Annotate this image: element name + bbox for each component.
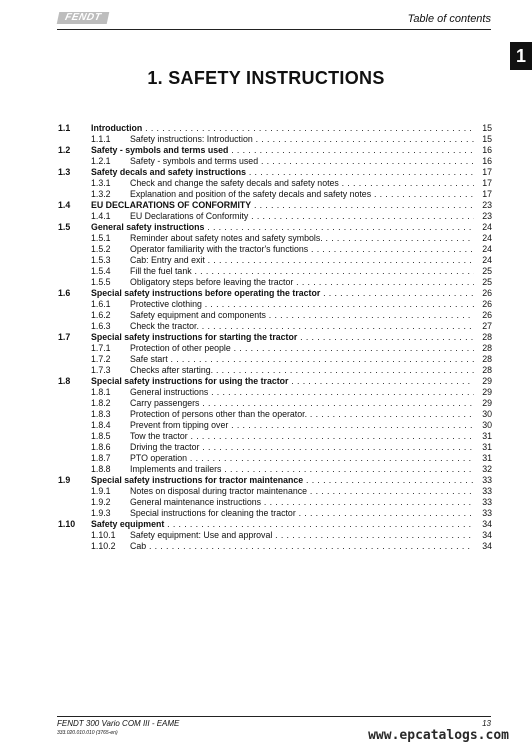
toc-page-number: 16 [482, 156, 492, 166]
toc-number: 1.2.1 [91, 156, 111, 166]
toc-number: 1.1.1 [91, 134, 111, 144]
toc-section-row[interactable] [58, 332, 492, 343]
toc-entry-title[interactable]: PTO operation . . . [130, 453, 474, 464]
toc-number: 1.5.3 [91, 255, 111, 265]
toc-page-number: 28 [482, 365, 492, 375]
toc-number: 1.8.3 [91, 409, 111, 419]
toc-subsection-row[interactable] [58, 508, 492, 519]
toc-page-number: 33 [482, 486, 492, 496]
toc-entry-title[interactable]: Implements and trailers . . . [130, 464, 474, 475]
toc-entry-title[interactable]: Special safety instructions for using the tractor . . . [91, 376, 474, 387]
toc-number: 1.8.5 [91, 431, 111, 441]
table-of-contents [58, 123, 492, 552]
toc-number: 1.7.1 [91, 343, 111, 353]
toc-number: 1.6.1 [91, 299, 111, 309]
toc-entry-title[interactable]: EU Declarations of Conformity . . . [130, 211, 474, 222]
toc-subsection-row[interactable] [58, 431, 492, 442]
toc-subsection-row[interactable] [58, 365, 492, 376]
toc-entry-title[interactable]: Prevent from tipping over . . . [130, 420, 474, 431]
toc-section-row[interactable] [58, 376, 492, 387]
toc-number: 1.8 [58, 376, 71, 386]
toc-page-number: 23 [482, 200, 492, 210]
toc-page-number: 34 [482, 519, 492, 529]
page-number: 13 [482, 719, 491, 728]
toc-page-number: 24 [482, 255, 492, 265]
toc-entry-title[interactable]: General instructions . . . [130, 387, 474, 398]
toc-entry-title[interactable]: Carry passengers . . . [130, 398, 474, 409]
toc-subsection-row[interactable] [58, 244, 492, 255]
toc-subsection-row[interactable] [58, 464, 492, 475]
toc-entry-title[interactable]: Driving the tractor . . . [130, 442, 474, 453]
toc-entry-title[interactable]: Protection of other people . . . [130, 343, 474, 354]
toc-page-number: 29 [482, 376, 492, 386]
toc-subsection-row[interactable] [58, 420, 492, 431]
toc-number: 1.7.2 [91, 354, 111, 364]
toc-entry-title[interactable]: Fill the fuel tank . . . [130, 266, 474, 277]
toc-page-number: 28 [482, 354, 492, 364]
toc-page-number: 33 [482, 475, 492, 485]
toc-number: 1.3.1 [91, 178, 111, 188]
toc-entry-title[interactable]: EU DECLARATIONS OF CONFORMITY . . . [91, 200, 474, 211]
toc-subsection-row[interactable] [58, 134, 492, 145]
toc-page-number: 17 [482, 189, 492, 199]
fendt-logo: FENDT [57, 12, 110, 24]
toc-page-number: 31 [482, 442, 492, 452]
toc-entry-title[interactable]: Introduction . . . [91, 123, 474, 134]
toc-entry-title[interactable]: Special safety instructions for tractor maintenance . . . [91, 475, 474, 486]
header-divider [57, 29, 491, 30]
toc-page-number: 33 [482, 497, 492, 507]
header-section-title: Table of contents [407, 13, 491, 25]
toc-page-number: 30 [482, 420, 492, 430]
toc-page-number: 34 [482, 541, 492, 551]
document-code: 333.020.010.010 (3765-en) [57, 730, 118, 736]
toc-page-number: 25 [482, 277, 492, 287]
toc-section-row[interactable] [58, 145, 492, 156]
toc-number: 1.5.5 [91, 277, 111, 287]
toc-entry-title[interactable]: Safe start . . . [130, 354, 474, 365]
toc-page-number: 25 [482, 266, 492, 276]
toc-page-number: 28 [482, 332, 492, 342]
toc-section-row[interactable] [58, 222, 492, 233]
toc-subsection-row[interactable] [58, 178, 492, 189]
toc-number: 1.7 [58, 332, 71, 342]
toc-page-number: 30 [482, 409, 492, 419]
toc-number: 1.5.4 [91, 266, 111, 276]
chapter-tab[interactable]: 1 [510, 42, 532, 70]
toc-number: 1.4 [58, 200, 71, 210]
toc-number: 1.1 [58, 123, 71, 133]
toc-subsection-row[interactable] [58, 343, 492, 354]
toc-section-row[interactable] [58, 475, 492, 486]
toc-entry-title[interactable]: Check the tractor. . . . [130, 321, 474, 332]
toc-number: 1.8.4 [91, 420, 111, 430]
toc-number: 1.6 [58, 288, 71, 298]
toc-subsection-row[interactable] [58, 211, 492, 222]
toc-subsection-row[interactable] [58, 156, 492, 167]
toc-number: 1.8.6 [91, 442, 111, 452]
toc-page-number: 31 [482, 453, 492, 463]
toc-entry-title[interactable]: Check and change the safety decals and safety notes . . . [130, 178, 474, 189]
toc-entry-title[interactable]: Safety equipment . . . [91, 519, 474, 530]
toc-number: 1.8.1 [91, 387, 111, 397]
toc-subsection-row[interactable] [58, 530, 492, 541]
toc-entry-title[interactable]: Cab: Entry and exit . . . [130, 255, 474, 266]
toc-number: 1.10 [58, 519, 76, 529]
toc-number: 1.3 [58, 167, 71, 177]
toc-number: 1.3.2 [91, 189, 111, 199]
toc-number: 1.6.2 [91, 310, 111, 320]
toc-page-number: 17 [482, 167, 492, 177]
toc-subsection-row[interactable] [58, 354, 492, 365]
manual-title: FENDT 300 Vario COM III - EAME [57, 719, 180, 728]
toc-section-row[interactable] [58, 519, 492, 530]
toc-number: 1.5.2 [91, 244, 111, 254]
toc-number: 1.7.3 [91, 365, 111, 375]
toc-number: 1.9.3 [91, 508, 111, 518]
toc-entry-title[interactable]: Checks after starting. . . . [130, 365, 474, 376]
toc-entry-title[interactable]: Obligatory steps before leaving the tractor . . . [130, 277, 474, 288]
toc-entry-title[interactable]: Protective clothing . . . [130, 299, 474, 310]
toc-subsection-row[interactable] [58, 299, 492, 310]
toc-entry-title[interactable]: Operator familiarity with the tractor's functions . . . [130, 244, 474, 255]
toc-subsection-row[interactable] [58, 321, 492, 332]
toc-page-number: 15 [482, 134, 492, 144]
toc-entry-title[interactable]: Safety - symbols and terms used . . . [130, 156, 474, 167]
toc-page-number: 26 [482, 288, 492, 298]
toc-number: 1.9.2 [91, 497, 111, 507]
toc-number: 1.8.7 [91, 453, 111, 463]
toc-subsection-row[interactable] [58, 497, 492, 508]
toc-entry-title[interactable]: Safety decals and safety instructions . . . [91, 167, 474, 178]
toc-page-number: 24 [482, 244, 492, 254]
toc-page-number: 27 [482, 321, 492, 331]
toc-entry-title[interactable]: Special safety instructions for starting the tractor . . . [91, 332, 474, 343]
toc-subsection-row[interactable] [58, 486, 492, 497]
toc-entry-title[interactable]: General maintenance instructions . . . [130, 497, 474, 508]
toc-subsection-row[interactable] [58, 266, 492, 277]
toc-subsection-row[interactable] [58, 541, 492, 552]
toc-page-number: 16 [482, 145, 492, 155]
toc-subsection-row[interactable] [58, 310, 492, 321]
toc-page-number: 32 [482, 464, 492, 474]
toc-number: 1.10.2 [91, 541, 116, 551]
page-title: 1. SAFETY INSTRUCTIONS [147, 68, 385, 88]
toc-subsection-row[interactable] [58, 277, 492, 288]
toc-number: 1.6.3 [91, 321, 111, 331]
toc-entry-title[interactable]: Cab . . . [130, 541, 474, 552]
toc-page-number: 26 [482, 299, 492, 309]
toc-section-row[interactable] [58, 123, 492, 134]
toc-page-number: 28 [482, 343, 492, 353]
toc-page-number: 31 [482, 431, 492, 441]
toc-page-number: 23 [482, 211, 492, 221]
toc-page-number: 17 [482, 178, 492, 188]
toc-subsection-row[interactable] [58, 255, 492, 266]
toc-page-number: 29 [482, 387, 492, 397]
toc-section-row[interactable] [58, 200, 492, 211]
toc-number: 1.8.8 [91, 464, 111, 474]
toc-entry-title[interactable]: Notes on disposal during tractor maintenance . . . [130, 486, 474, 497]
toc-number: 1.9 [58, 475, 71, 485]
toc-entry-title[interactable]: Special safety instructions before operating the tractor . . . [91, 288, 474, 299]
toc-page-number: 24 [482, 233, 492, 243]
toc-subsection-row[interactable] [58, 409, 492, 420]
toc-entry-title[interactable]: Safety instructions: Introduction . . . [130, 134, 474, 145]
toc-page-number: 29 [482, 398, 492, 408]
toc-entry-title[interactable]: Reminder about safety notes and safety symbols. . . . [130, 233, 474, 244]
toc-subsection-row[interactable] [58, 233, 492, 244]
watermark-url[interactable]: www.epcatalogs.com [368, 728, 509, 743]
toc-subsection-row[interactable] [58, 189, 492, 200]
toc-page-number: 26 [482, 310, 492, 320]
toc-page-number: 34 [482, 530, 492, 540]
toc-page-number: 15 [482, 123, 492, 133]
toc-subsection-row[interactable] [58, 398, 492, 409]
toc-entry-title[interactable]: Safety equipment and components . . . [130, 310, 474, 321]
toc-entry-title[interactable]: Special instructions for cleaning the tractor . . . [130, 508, 474, 519]
toc-subsection-row[interactable] [58, 442, 492, 453]
toc-entry-title[interactable]: Protection of persons other than the operator. . . . [130, 409, 474, 420]
toc-number: 1.10.1 [91, 530, 116, 540]
toc-page-number: 33 [482, 508, 492, 518]
toc-subsection-row[interactable] [58, 453, 492, 464]
footer-divider [57, 716, 491, 717]
toc-subsection-row[interactable] [58, 387, 492, 398]
toc-section-row[interactable] [58, 167, 492, 178]
toc-number: 1.2 [58, 145, 71, 155]
toc-number: 1.9.1 [91, 486, 111, 496]
toc-section-row[interactable] [58, 288, 492, 299]
toc-entry-title[interactable]: General safety instructions . . . [91, 222, 474, 233]
toc-number: 1.4.1 [91, 211, 111, 221]
toc-number: 1.5.1 [91, 233, 111, 243]
toc-page-number: 24 [482, 222, 492, 232]
toc-entry-title[interactable]: Tow the tractor . . . [130, 431, 474, 442]
toc-number: 1.5 [58, 222, 71, 232]
toc-number: 1.8.2 [91, 398, 111, 408]
toc-entry-title[interactable]: Safety - symbols and terms used . . . [91, 145, 474, 156]
toc-entry-title[interactable]: Explanation and position of the safety decals and safety notes . . . [130, 189, 474, 200]
toc-entry-title[interactable]: Safety equipment: Use and approval . . . [130, 530, 474, 541]
